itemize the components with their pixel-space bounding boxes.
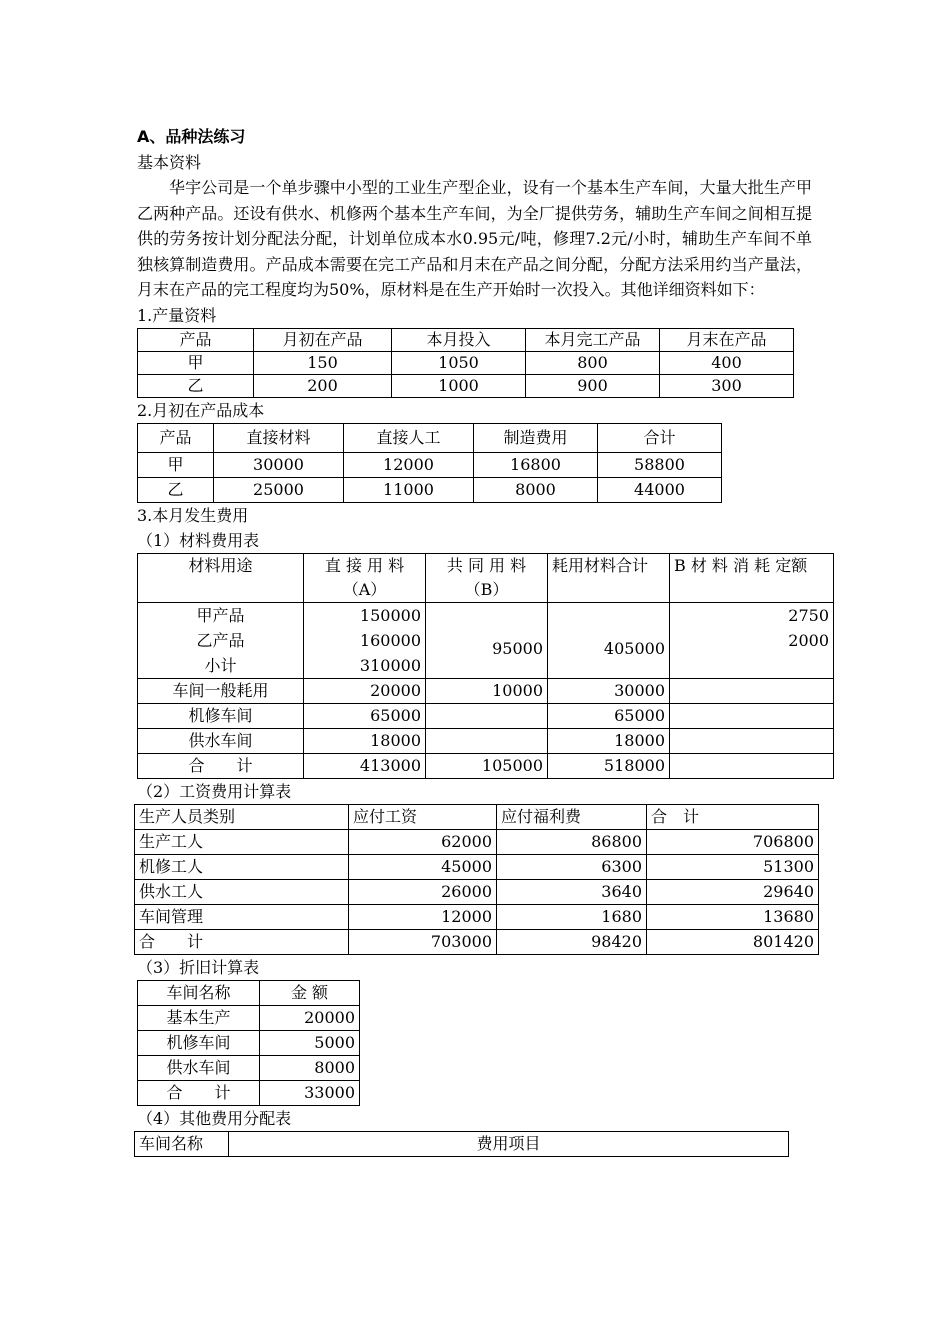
header-cell: 车间名称: [138, 980, 260, 1005]
table-row: [138, 678, 834, 703]
header-cell: 共 同 用 料（B）: [426, 553, 548, 602]
doc-title: A、品种法练习: [137, 127, 246, 146]
table-row: [138, 477, 722, 502]
value: 150000: [359, 605, 421, 625]
table-header-row: [135, 804, 819, 829]
header-cell: 月末在产品: [660, 328, 794, 351]
cell: [670, 678, 834, 703]
header-cell: 车间名称: [135, 1131, 229, 1156]
cell: 62000: [349, 829, 497, 854]
cell: 800: [526, 351, 660, 374]
cell: 供水工人: [135, 879, 349, 904]
cell: 基本生产: [138, 1005, 260, 1030]
table-row: [135, 829, 819, 854]
cell: 甲: [138, 452, 214, 477]
table-row: [138, 703, 834, 728]
t1-heading: （1）材料费用表: [137, 530, 260, 550]
cell: 400: [660, 351, 794, 374]
label-subtotal: 小计: [204, 655, 237, 675]
cell: 车间一般耗用: [138, 678, 304, 703]
product-group-row: [138, 602, 834, 678]
t3-heading: （3）折旧计算表: [137, 957, 260, 977]
cell: 45000: [349, 854, 497, 879]
cell: 3640: [497, 879, 647, 904]
cell: 合 计: [138, 1080, 260, 1105]
cell: 12000: [349, 904, 497, 929]
header-cell: 合计: [598, 423, 722, 452]
header-cell: 制造费用: [474, 423, 598, 452]
header-cell: 材料用途: [138, 553, 304, 602]
header-cell: 金 额: [260, 980, 360, 1005]
cell: [670, 703, 834, 728]
cell: 65000: [548, 703, 670, 728]
table-header-row: [138, 423, 722, 452]
cell: 供水车间: [138, 1055, 260, 1080]
table-row: [138, 1080, 360, 1105]
document-page: [137, 122, 837, 1157]
cell: 30000: [214, 452, 344, 477]
cell: 29640: [647, 879, 819, 904]
header-cell: 月初在产品: [254, 328, 392, 351]
quota-values: [670, 602, 834, 678]
other-expense-table: [134, 1131, 789, 1157]
value: 2000: [788, 630, 829, 650]
table-header-row: [138, 980, 360, 1005]
cell: 1680: [497, 904, 647, 929]
cell: 413000: [304, 753, 426, 778]
s2-heading: 2.月初在产品成本: [137, 400, 265, 420]
cell: 5000: [260, 1030, 360, 1055]
table-row: [135, 929, 819, 954]
value: 95000: [492, 638, 543, 658]
header-cell: 直接人工: [344, 423, 474, 452]
header-cell: 直 接 用 料（A）: [304, 553, 426, 602]
table-header-row: [135, 1131, 789, 1156]
cell: 8000: [474, 477, 598, 502]
cell: 20000: [304, 678, 426, 703]
cell: 51300: [647, 854, 819, 879]
cell: [426, 703, 548, 728]
cell: 703000: [349, 929, 497, 954]
opening-wip-table: [137, 423, 722, 503]
cell: 合 计: [138, 753, 304, 778]
header-cell: 本月完工产品: [526, 328, 660, 351]
cell: 甲: [138, 351, 254, 374]
cell: 86800: [497, 829, 647, 854]
value: 160000: [359, 630, 421, 650]
table-row: [135, 854, 819, 879]
cell: 98420: [497, 929, 647, 954]
cell: 机修车间: [138, 1030, 260, 1055]
cell: 13680: [647, 904, 819, 929]
output-table: [137, 328, 794, 398]
cell: [670, 753, 834, 778]
cell: 706800: [647, 829, 819, 854]
cell: 900: [526, 374, 660, 397]
cell: [670, 728, 834, 753]
cell: 150: [254, 351, 392, 374]
table-row: [135, 879, 819, 904]
header-cell: 合 计: [647, 804, 819, 829]
cell: 10000: [426, 678, 548, 703]
cell: 11000: [344, 477, 474, 502]
cell: 1000: [392, 374, 526, 397]
header-cell: 直接材料: [214, 423, 344, 452]
cell: 801420: [647, 929, 819, 954]
shared-material-value: [426, 602, 548, 678]
header-cell: 应付福利费: [497, 804, 647, 829]
cell: 12000: [344, 452, 474, 477]
t2-heading: （2）工资费用计算表: [137, 781, 292, 801]
value: 310000: [359, 655, 421, 675]
cell: 18000: [548, 728, 670, 753]
label-jia: 甲产品: [196, 605, 245, 625]
cell: 乙: [138, 477, 214, 502]
s3-heading: 3.本月发生费用: [137, 505, 249, 525]
cell: 25000: [214, 477, 344, 502]
cell: 16800: [474, 452, 598, 477]
table-row: [138, 351, 794, 374]
table-row: [138, 728, 834, 753]
material-cost-table: [137, 553, 834, 779]
table-row: [138, 1030, 360, 1055]
cell: 20000: [260, 1005, 360, 1030]
header-cell: 本月投入: [392, 328, 526, 351]
header-cell: 应付工资: [349, 804, 497, 829]
cell: 6300: [497, 854, 647, 879]
value: 2750: [788, 605, 829, 625]
cell: [426, 728, 548, 753]
doc-subtitle: 基本资料: [137, 153, 202, 172]
cell: 44000: [598, 477, 722, 502]
table-header-row: [138, 553, 834, 602]
table-row: [135, 904, 819, 929]
cell: 供水车间: [138, 728, 304, 753]
header-cell: B 材 料 消 耗 定额: [670, 553, 834, 602]
cell: 33000: [260, 1080, 360, 1105]
cell: 合 计: [135, 929, 349, 954]
spacer: [674, 653, 829, 678]
table-row: [138, 753, 834, 778]
value: 405000: [603, 638, 665, 658]
product-labels: [138, 602, 304, 678]
cell: 生产工人: [135, 829, 349, 854]
table-header-row: [138, 328, 794, 351]
cell: 乙: [138, 374, 254, 397]
table-row: [138, 1055, 360, 1080]
wage-table: [134, 804, 819, 955]
cell: 1050: [392, 351, 526, 374]
s1-heading: 1.产量资料: [137, 305, 217, 325]
header-cell: 费用项目: [229, 1131, 789, 1156]
cell: 8000: [260, 1055, 360, 1080]
cell: 30000: [548, 678, 670, 703]
cell: 机修车间: [138, 703, 304, 728]
cell: 18000: [304, 728, 426, 753]
t4-heading: （4）其他费用分配表: [137, 1108, 292, 1128]
label-yi: 乙产品: [196, 630, 245, 650]
direct-material-values: [304, 602, 426, 678]
header-cell: 产品: [138, 423, 214, 452]
table-row: [138, 374, 794, 397]
cell: 58800: [598, 452, 722, 477]
cell: 26000: [349, 879, 497, 904]
intro-paragraph: 华宇公司是一个单步骤中小型的工业生产型企业，设有一个基本生产车间，大量大批生产甲乙两种产品。还设有供水、机修两个基本生产车间，为全厂提供劳务，辅助生产车间之间相互提供的劳务按计划分配法分配，计划单位成本水0.95元/吨，修理7.2元/小时，辅助生产车间不单独核算制造费用。产品成本需要在完工产品和月末在产品之间分配，分配方法采用约当产量法，月末在产品的完工程度均为50%，原材料是在生产开始时一次投入。其他详细资料如下：: [137, 178, 812, 300]
table-row: [138, 452, 722, 477]
cell: 车间管理: [135, 904, 349, 929]
table-row: [138, 1005, 360, 1030]
total-material-value: [548, 602, 670, 678]
header-cell: 产品: [138, 328, 254, 351]
header-cell: 生产人员类别: [135, 804, 349, 829]
cell: 300: [660, 374, 794, 397]
cell: 105000: [426, 753, 548, 778]
header-cell: 耗用材料合计: [548, 553, 670, 602]
cell: 518000: [548, 753, 670, 778]
cell: 65000: [304, 703, 426, 728]
cell: 机修工人: [135, 854, 349, 879]
cell: 200: [254, 374, 392, 397]
depreciation-table: [137, 980, 360, 1106]
